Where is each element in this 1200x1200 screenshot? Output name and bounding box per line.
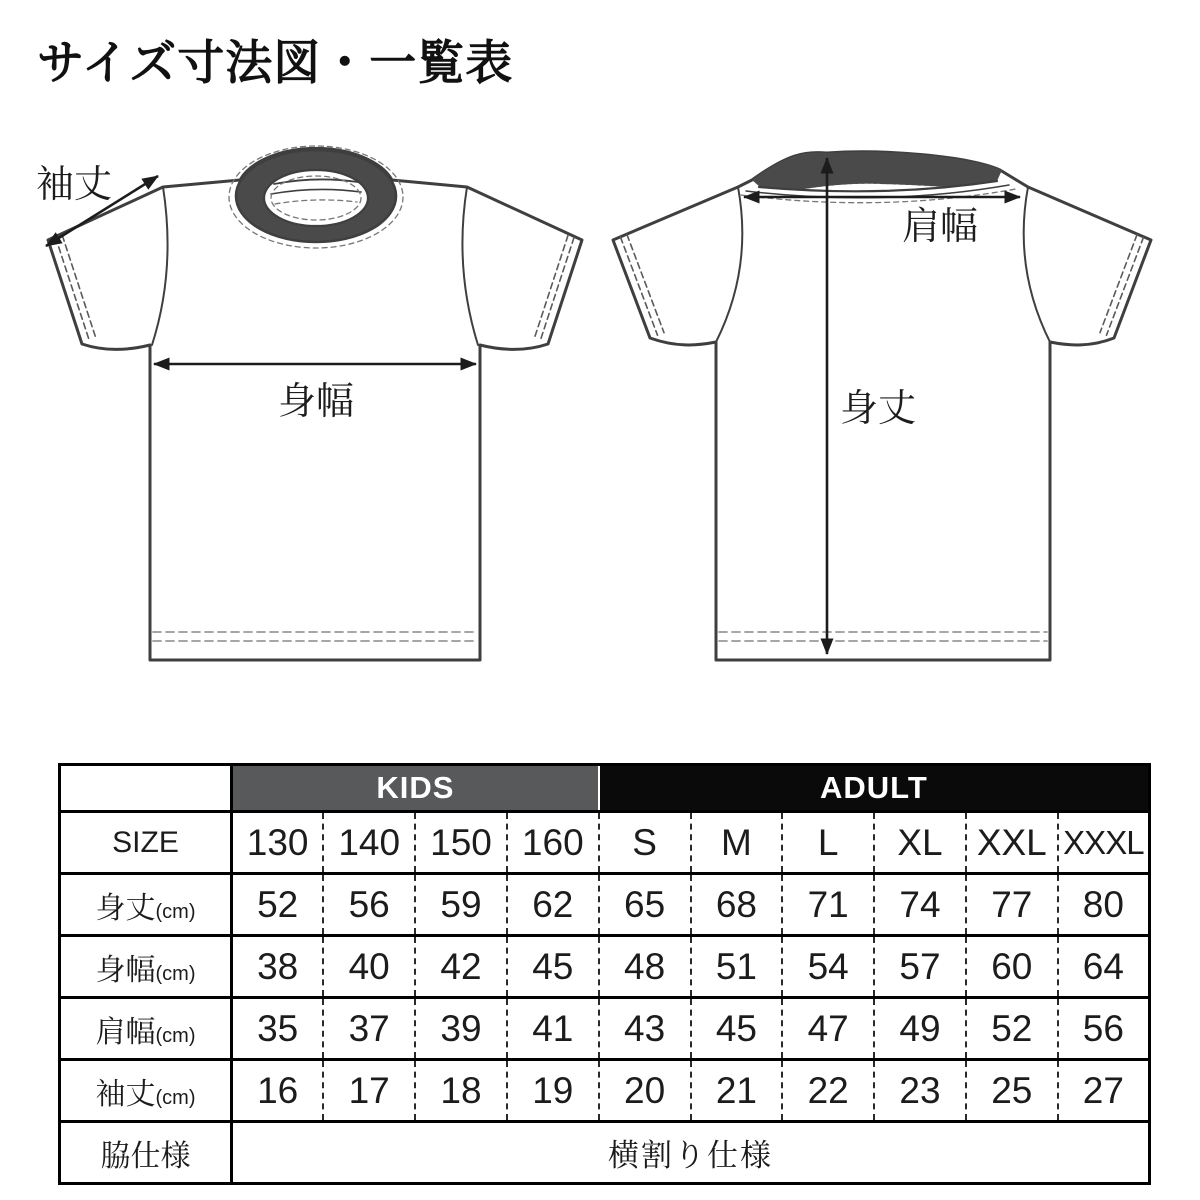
measurement-cell: 52 [966,998,1058,1060]
measurement-cell: 52 [232,874,324,936]
body-width-row [60,936,1150,998]
measurement-cell: 62 [507,874,599,936]
row-label: 身丈(cm) [60,874,232,936]
row-label: 袖丈(cm) [60,1060,232,1122]
side-spec-row [60,1122,1150,1184]
measurement-cell: 39 [415,998,507,1060]
measurement-cell: 23 [874,1060,966,1122]
measurement-cell: 18 [415,1060,507,1122]
row-label: 肩幅(cm) [60,998,232,1060]
shoulder-width-label: 肩幅 [901,206,979,248]
measurement-cell: 38 [232,936,324,998]
size-table [58,763,1151,1185]
page-title: サイズ寸法図・一覧表 [37,36,514,89]
size-diagram [30,140,1170,700]
measurement-cell: 59 [415,874,507,936]
size-row [60,812,1150,874]
measurement-cell: 45 [507,936,599,998]
measurement-cell: 16 [232,1060,324,1122]
measurement-cell: 56 [1058,998,1150,1060]
measurement-cell: 68 [691,874,783,936]
size-cell: 140 [323,812,415,874]
back-collar-ribbing [756,166,998,180]
row-label: 身幅(cm) [60,936,232,998]
measurement-cell: 27 [1058,1060,1150,1122]
side-spec-label: 脇仕様 [60,1122,232,1184]
table-group-header-row [60,765,1150,812]
measurement-cell: 43 [599,998,691,1060]
size-cell: 130 [232,812,324,874]
measurement-cell: 22 [782,1060,874,1122]
front-collar-inner [264,170,368,226]
measurement-cell: 49 [874,998,966,1060]
measurement-cell: 80 [1058,874,1150,936]
measurement-cell: 42 [415,936,507,998]
measurement-cell: 60 [966,936,1058,998]
measurement-cell: 71 [782,874,874,936]
kids-group-header: KIDS [232,765,599,812]
measurement-cell: 45 [691,998,783,1060]
size-cell: XL [874,812,966,874]
measurement-cell: 37 [323,998,415,1060]
body-width-label: 身幅 [277,381,355,423]
size-cell: 160 [507,812,599,874]
measurement-cell: 51 [691,936,783,998]
side-spec-value: 横割り仕様 [232,1122,1150,1184]
measurement-cell: 35 [232,998,324,1060]
measurement-cell: 64 [1058,936,1150,998]
measurement-cell: 65 [599,874,691,936]
measurement-cell: 47 [782,998,874,1060]
body-length-label: 身丈 [839,388,917,430]
measurement-cell: 17 [323,1060,415,1122]
measurement-cell: 48 [599,936,691,998]
sleeve-length-row [60,1060,1150,1122]
size-cell: 150 [415,812,507,874]
size-cell: XXXL [1058,812,1150,874]
adult-group-header: ADULT [599,765,1150,812]
size-cell: M [691,812,783,874]
size-row-label: SIZE [60,812,232,874]
measurement-cell: 20 [599,1060,691,1122]
measurement-cell: 19 [507,1060,599,1122]
measurement-cell: 40 [323,936,415,998]
measurement-cell: 41 [507,998,599,1060]
size-cell: XXL [966,812,1058,874]
shoulder-width-row [60,998,1150,1060]
size-cell: S [599,812,691,874]
measurement-cell: 54 [782,936,874,998]
sleeve-length-label: 袖丈 [36,164,113,206]
size-cell: L [782,812,874,874]
measurement-cell: 77 [966,874,1058,936]
measurement-cell: 74 [874,874,966,936]
table-corner-cell [60,765,232,812]
body-length-row [60,874,1150,936]
measurement-cell: 56 [323,874,415,936]
measurement-cell: 25 [966,1060,1058,1122]
measurement-cell: 21 [691,1060,783,1122]
measurement-cell: 57 [874,936,966,998]
